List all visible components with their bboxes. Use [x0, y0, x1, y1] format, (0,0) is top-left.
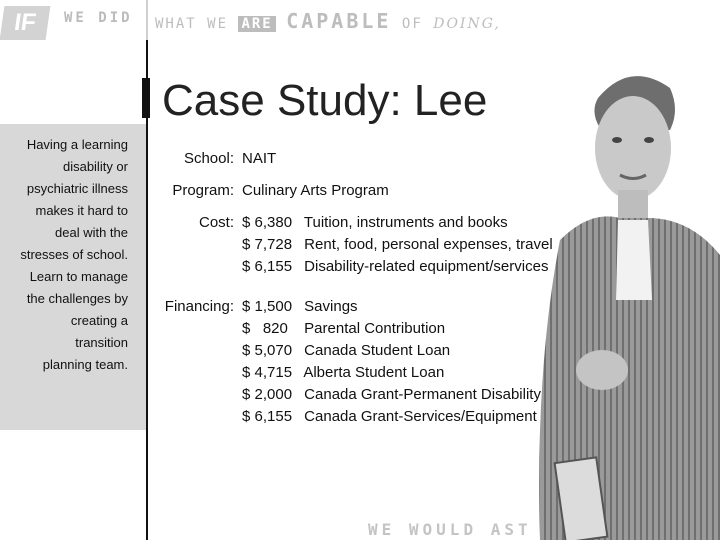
sidebar-line: Having a learning — [26, 137, 128, 152]
sidebar-line: makes it hard to — [35, 203, 128, 218]
sidebar-line: stresses of school. — [20, 247, 128, 262]
title-marker — [142, 78, 150, 118]
sidebar-line: the challenges by — [26, 291, 128, 306]
banner-we-did: WE DID — [64, 10, 133, 26]
banner-divider — [146, 0, 148, 40]
banner-motto — [155, 9, 501, 33]
financing-desc: Alberta Student Loan — [303, 364, 445, 381]
cost-amount: $ 6,155 — [242, 258, 293, 275]
cost-item — [242, 258, 548, 275]
sidebar-line: transition — [75, 335, 128, 350]
sidebar-panel — [0, 124, 146, 430]
financing-item — [242, 298, 358, 315]
program-row — [162, 182, 512, 204]
financing-desc: Canada Grant-Services/Equipment — [304, 408, 537, 425]
footer-ast: AST — [490, 520, 532, 539]
financing-amount: $ 6,155 — [242, 408, 293, 425]
cost-desc: Tuition, instruments and books — [303, 214, 508, 231]
sidebar-line: creating a — [70, 313, 128, 328]
sidebar-line: psychiatric illness — [26, 181, 128, 196]
financing-label: Financing: — [164, 298, 234, 315]
motto-banner — [0, 0, 720, 40]
cost-desc: Rent, food, personal expenses, travel — [304, 236, 553, 253]
school-label: School: — [183, 150, 234, 167]
motto-capable: CAPABLE — [286, 9, 392, 33]
financing-item — [242, 320, 445, 337]
student-photo — [520, 40, 720, 540]
financing-desc: Canada Grant-Permanent Disability — [304, 386, 541, 403]
cost-desc: Disability-related equipment/services — [304, 258, 549, 275]
cost-item — [242, 214, 508, 231]
financing-amount: $ 4,715 — [242, 364, 293, 381]
motto-doing: DOING, — [433, 16, 501, 32]
sidebar-line: disability or — [62, 159, 128, 174]
sidebar-line: deal with the — [55, 225, 128, 240]
financing-amount: $ 1,500 — [242, 298, 293, 315]
footer-would: WOULD — [408, 520, 478, 539]
sidebar-line: Learn to manage — [29, 269, 128, 284]
financing-amount: $ 2,000 — [242, 386, 293, 403]
motto-are: ARE — [238, 16, 275, 32]
cost-item — [242, 236, 553, 253]
sidebar-line: planning team. — [42, 357, 128, 372]
page-title: Case Study: Lee — [162, 76, 488, 125]
banner-logo: IF — [0, 6, 50, 40]
motto-of: OF — [401, 16, 423, 32]
financing-desc: Canada Student Loan — [304, 342, 451, 359]
financing-desc: Savings — [304, 298, 358, 315]
footer-motto — [368, 520, 532, 539]
financing-amount: $ 820 — [242, 320, 288, 337]
financing-desc: Parental Contribution — [304, 320, 446, 337]
motto-part-1: WHAT WE — [155, 16, 229, 32]
school-value: NAIT — [242, 150, 277, 167]
cost-section — [162, 214, 552, 282]
footer-we: WE — [368, 520, 396, 539]
financing-item — [242, 342, 450, 359]
financing-item — [242, 386, 541, 403]
program-value: Culinary Arts Program — [242, 182, 389, 199]
program-label: Program: — [172, 182, 234, 199]
cost-amount: $ 7,728 — [242, 236, 293, 253]
cost-amount: $ 6,380 — [242, 214, 293, 231]
school-row — [162, 150, 512, 172]
financing-amount: $ 5,070 — [242, 342, 293, 359]
financing-item — [242, 364, 444, 381]
sidebar-text — [0, 134, 128, 376]
financing-section — [162, 298, 552, 432]
cost-label: Cost: — [198, 214, 234, 231]
financing-item — [242, 408, 537, 425]
